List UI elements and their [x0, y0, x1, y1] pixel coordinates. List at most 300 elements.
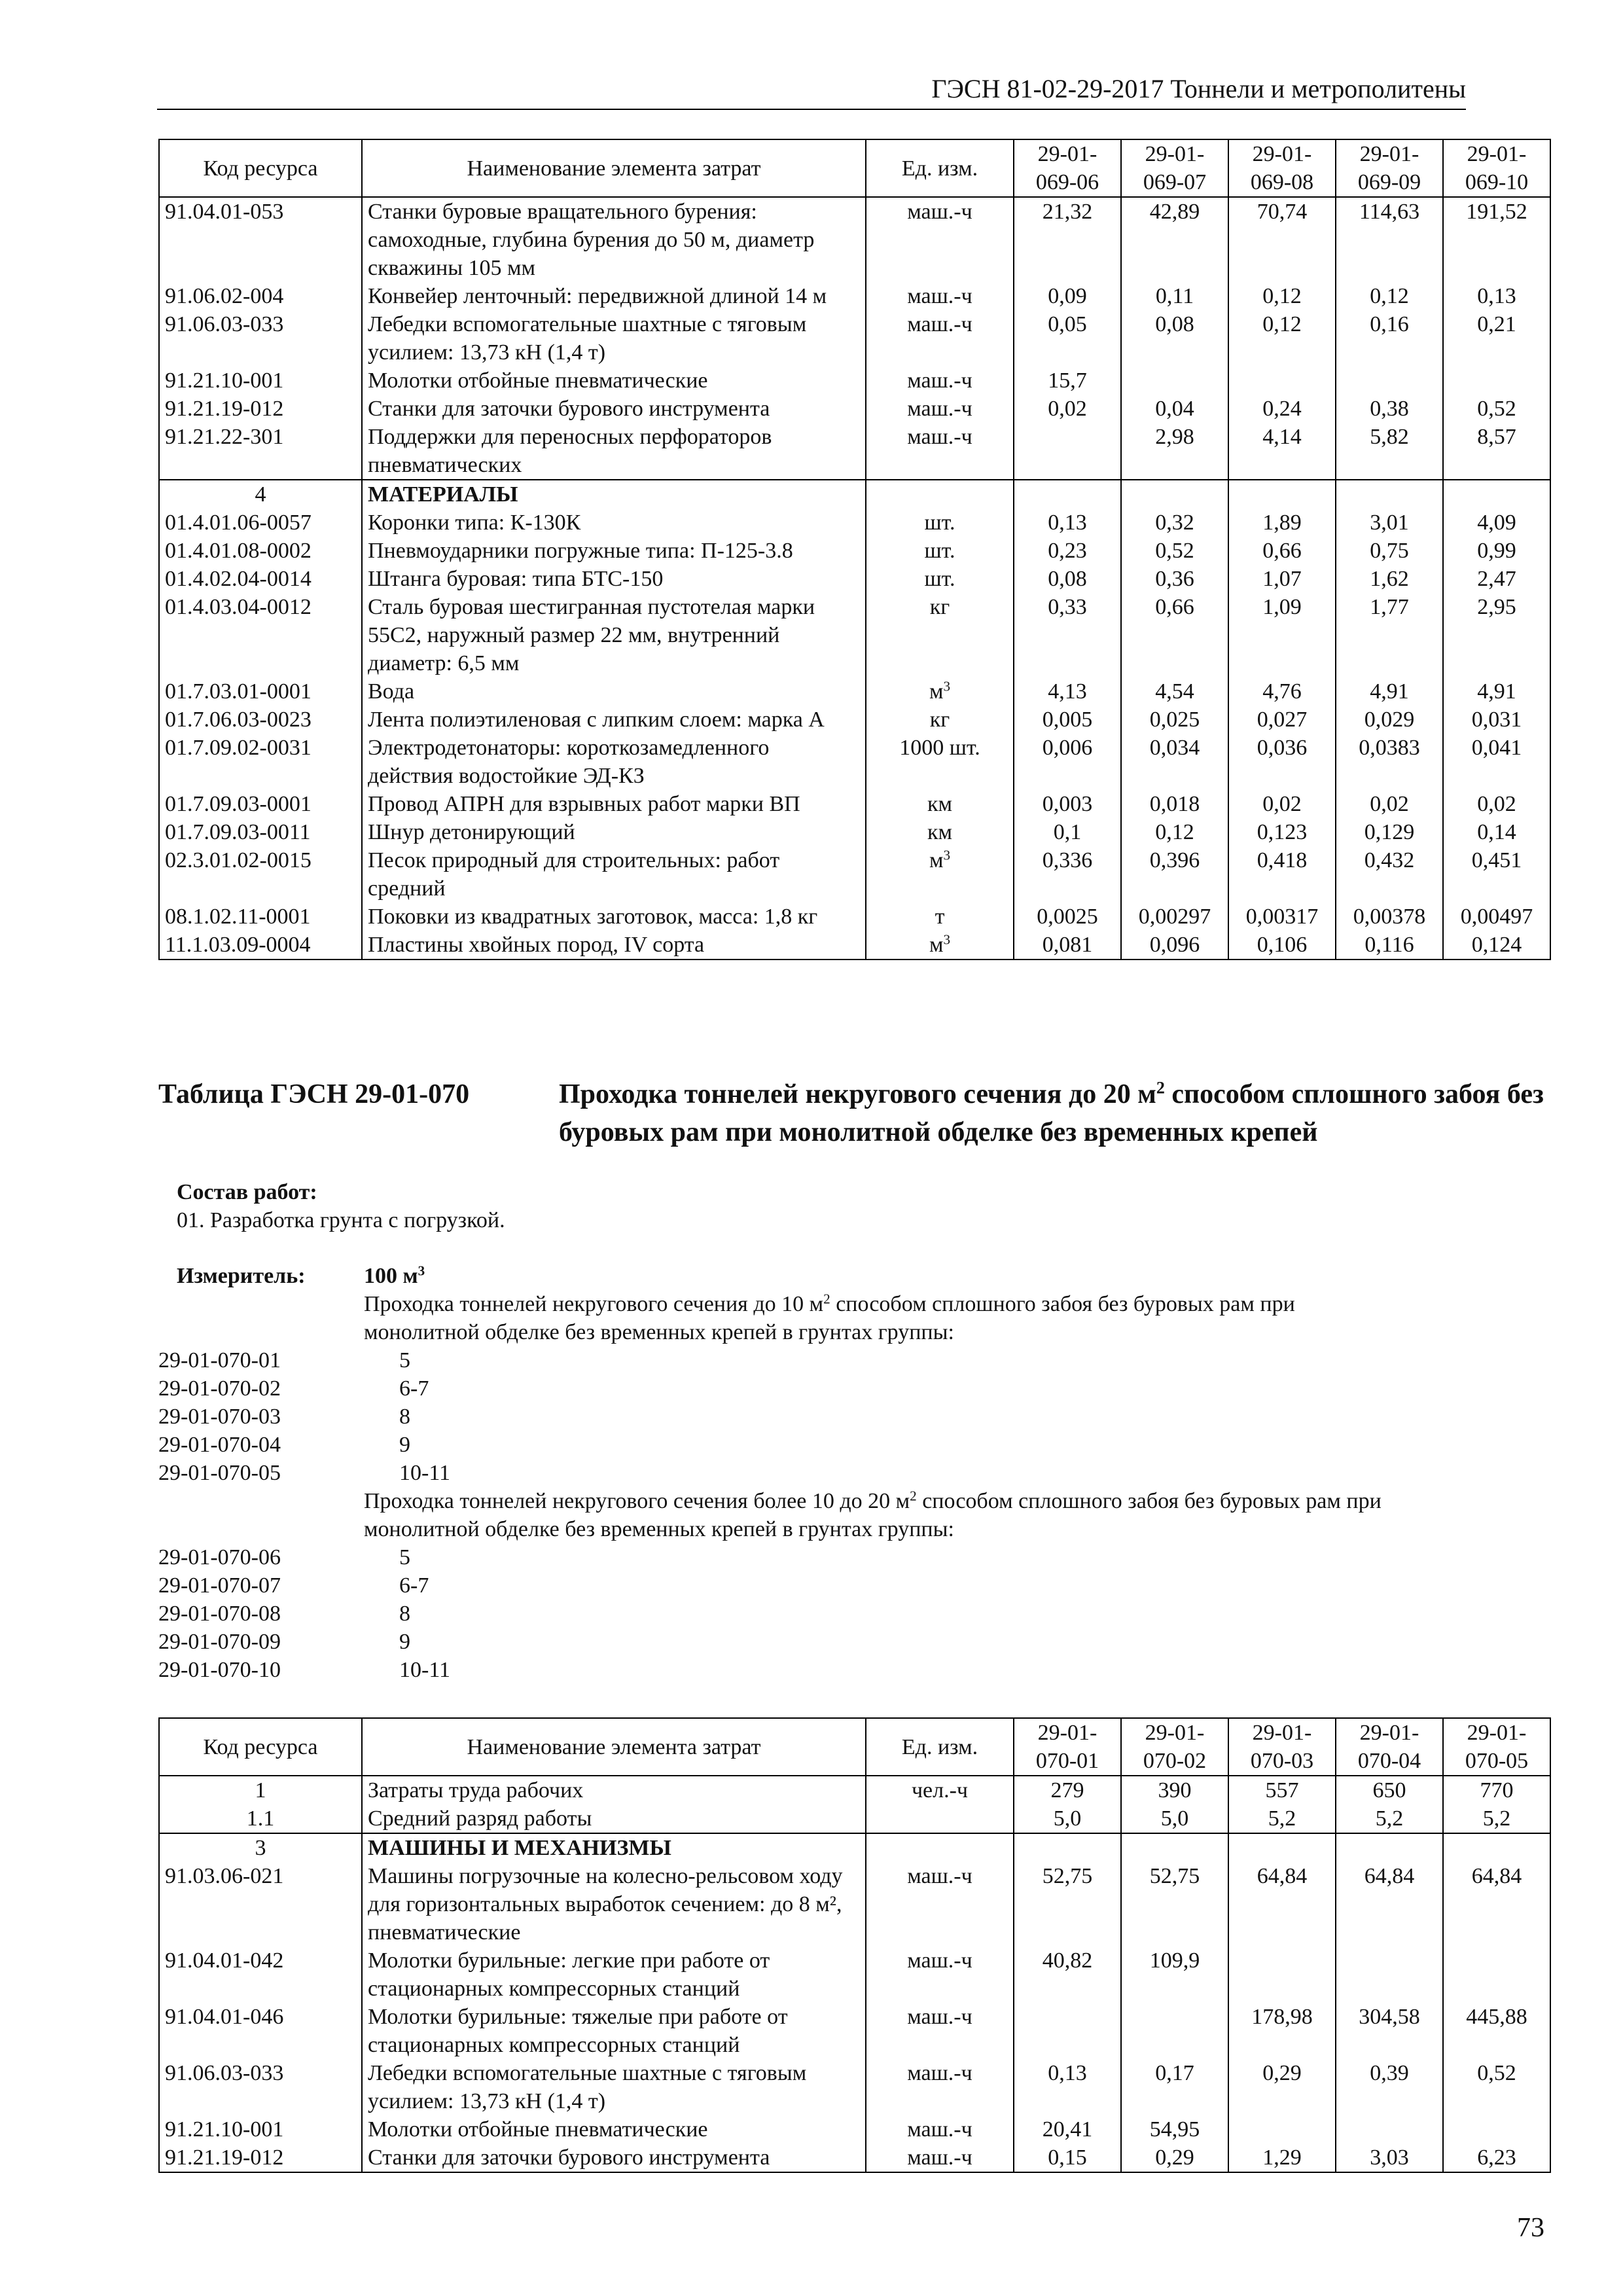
value-cell — [1336, 1833, 1443, 1862]
table-row — [159, 2144, 1550, 2172]
value-cell: 445,88 — [1443, 2003, 1550, 2059]
description-text: монолитной обделке без временных крепей в грунтах группы: — [364, 1517, 954, 1541]
value-cell: 52,75 — [1014, 1862, 1121, 1946]
value-cell: 0,12 — [1228, 310, 1336, 367]
measure-item — [158, 1628, 1552, 1656]
resource-name-cell: МАТЕРИАЛЫ — [362, 480, 866, 509]
value-cell: 0,00497 — [1443, 903, 1550, 931]
value-cell: 279 — [1014, 1776, 1121, 1804]
section-row — [159, 1833, 1550, 1862]
unit-text: маш.-ч — [907, 200, 972, 224]
unit-text: маш.-ч — [907, 397, 972, 421]
column-header: 29-01-070-02 — [1121, 1718, 1228, 1776]
soil-group: 6-7 — [399, 1573, 429, 1598]
column-header: 29-01-070-01 — [1014, 1718, 1121, 1776]
value-cell: 0,031 — [1443, 706, 1550, 734]
value-cell: 0,05 — [1014, 310, 1121, 367]
unit-cell — [866, 537, 1014, 565]
value-cell: 5,2 — [1336, 1804, 1443, 1833]
table-header-row — [159, 1718, 1550, 1776]
unit-text: 1000 шт. — [899, 736, 980, 760]
table-row — [159, 2115, 1550, 2144]
soil-group: 6-7 — [399, 1376, 429, 1401]
value-cell: 0,99 — [1443, 537, 1550, 565]
resource-name-cell: Пневмоударники погружные типа: П-125-3.8 — [362, 537, 866, 565]
table-row — [159, 537, 1550, 565]
value-cell: 114,63 — [1336, 197, 1443, 282]
unit-text: шт. — [924, 539, 955, 563]
unit-cell — [866, 310, 1014, 367]
value-cell — [1336, 1946, 1443, 2003]
unit-text: м — [929, 848, 944, 872]
value-cell: 0,0383 — [1336, 734, 1443, 790]
value-cell: 0,52 — [1443, 395, 1550, 423]
norm-code: 29-01-070-10 — [158, 1658, 281, 1682]
soil-group: 8 — [399, 1405, 410, 1429]
resource-code-cell: 91.06.03-033 — [159, 310, 362, 367]
unit-cell — [866, 931, 1014, 960]
value-cell: 0,003 — [1014, 790, 1121, 818]
value-cell: 42,89 — [1121, 197, 1228, 282]
table-row — [159, 1946, 1550, 2003]
resource-name-cell: Станки для заточки бурового инструмента — [362, 395, 866, 423]
measure-item — [158, 1403, 1552, 1431]
value-cell: 64,84 — [1228, 1862, 1336, 1946]
value-cell: 0,116 — [1336, 931, 1443, 960]
resource-name-cell: Машины погрузочные на колесно-рельсовом ходу для горизонтальных выработок сечением: до 8 м², пневматические — [362, 1862, 866, 1946]
resource-name-cell: Лебедки вспомогательные шахтные с тяговым усилием: 13,73 кН (1,4 т) — [362, 2059, 866, 2115]
unit-cell — [866, 706, 1014, 734]
value-cell: 5,82 — [1336, 423, 1443, 480]
value-cell: 4,91 — [1443, 677, 1550, 706]
unit-text: чел.-ч — [911, 1778, 969, 1803]
norm-code: 29-01-070-02 — [158, 1376, 281, 1401]
resource-name-cell: Молотки бурильные: тяжелые при работе от стационарных компрессорных станций — [362, 2003, 866, 2059]
value-cell: 0,39 — [1336, 2059, 1443, 2115]
resource-code-cell: 11.1.03.09-0004 — [159, 931, 362, 960]
value-cell: 1,62 — [1336, 565, 1443, 593]
table-row — [159, 197, 1550, 282]
value-cell — [1014, 1833, 1121, 1862]
value-cell: 0,17 — [1121, 2059, 1228, 2115]
resource-name-cell: Шнур детонирующий — [362, 818, 866, 846]
unit-cell — [866, 2144, 1014, 2172]
resource-code-cell: 91.21.22-301 — [159, 423, 362, 480]
value-cell: 0,029 — [1336, 706, 1443, 734]
table-row — [159, 423, 1550, 480]
table-row — [159, 395, 1550, 423]
column-header: 29-01-070-04 — [1336, 1718, 1443, 1776]
value-cell — [1121, 2003, 1228, 2059]
value-cell: 0,13 — [1014, 2059, 1121, 2115]
unit-cell — [866, 282, 1014, 310]
value-cell: 64,84 — [1443, 1862, 1550, 1946]
value-cell: 191,52 — [1443, 197, 1550, 282]
resource-code-cell: 01.4.01.08-0002 — [159, 537, 362, 565]
value-cell: 4,09 — [1443, 509, 1550, 537]
value-cell: 0,21 — [1443, 310, 1550, 367]
measure-description — [158, 1290, 1552, 1318]
resource-name-cell: Штанга буровая: типа БТС-150 — [362, 565, 866, 593]
unit-cell — [866, 2115, 1014, 2144]
unit-cell — [866, 1804, 1014, 1833]
table-row — [159, 593, 1550, 677]
value-cell: 0,124 — [1443, 931, 1550, 960]
value-cell: 21,32 — [1014, 197, 1121, 282]
soil-group: 5 — [399, 1348, 410, 1372]
value-cell: 15,7 — [1014, 367, 1121, 395]
value-cell: 0,02 — [1228, 790, 1336, 818]
value-cell: 0,129 — [1336, 818, 1443, 846]
value-cell: 0,38 — [1336, 395, 1443, 423]
unit-text: км — [927, 820, 953, 844]
column-header: 29-01-069-10 — [1443, 139, 1550, 197]
value-cell: 0,08 — [1121, 310, 1228, 367]
value-cell: 5,2 — [1443, 1804, 1550, 1833]
value-cell: 0,025 — [1121, 706, 1228, 734]
measure-label: Измеритель: — [177, 1264, 306, 1288]
value-cell: 109,9 — [1121, 1946, 1228, 2003]
section-row — [159, 480, 1550, 509]
resource-table-070 — [158, 1717, 1551, 2173]
unit-text: м — [929, 679, 944, 704]
value-cell — [1443, 480, 1550, 509]
value-cell: 770 — [1443, 1776, 1550, 1804]
value-cell: 0,034 — [1121, 734, 1228, 790]
column-header: 29-01-069-07 — [1121, 139, 1228, 197]
value-cell — [1228, 1833, 1336, 1862]
measure-item — [158, 1459, 1552, 1487]
unit-cell — [866, 509, 1014, 537]
norm-code: 29-01-070-07 — [158, 1573, 281, 1598]
unit-cell — [866, 2003, 1014, 2059]
value-cell: 1,77 — [1336, 593, 1443, 677]
resource-code-cell: 01.4.03.04-0012 — [159, 593, 362, 677]
unit-cell — [866, 2059, 1014, 2115]
unit-text: маш.-ч — [907, 312, 972, 336]
resource-name-cell: Провод АПРН для взрывных работ марки ВП — [362, 790, 866, 818]
value-cell: 1,07 — [1228, 565, 1336, 593]
resource-name-cell: Вода — [362, 677, 866, 706]
value-cell: 304,58 — [1336, 2003, 1443, 2059]
value-cell — [1228, 367, 1336, 395]
running-header: ГЭСН 81-02-29-2017 Тоннели и метрополитены — [157, 71, 1466, 110]
table-row — [159, 677, 1550, 706]
unit-text: км — [927, 792, 953, 816]
value-cell: 0,096 — [1121, 931, 1228, 960]
value-cell — [1121, 1833, 1228, 1862]
table-row — [159, 903, 1550, 931]
resource-code-cell: 01.4.02.04-0014 — [159, 565, 362, 593]
resource-code-cell: 01.4.01.06-0057 — [159, 509, 362, 537]
resource-code-cell: 08.1.02.11-0001 — [159, 903, 362, 931]
value-cell: 70,74 — [1228, 197, 1336, 282]
value-cell — [1014, 2003, 1121, 2059]
unit-text: шт. — [924, 567, 955, 591]
value-cell: 1,09 — [1228, 593, 1336, 677]
value-cell: 54,95 — [1121, 2115, 1228, 2144]
value-cell — [1443, 1833, 1550, 1862]
unit-cell — [866, 367, 1014, 395]
value-cell — [1336, 367, 1443, 395]
column-header: 29-01-069-06 — [1014, 139, 1121, 197]
column-header: Наименование элемента затрат — [362, 139, 866, 197]
value-cell: 0,29 — [1121, 2144, 1228, 2172]
norm-code: 29-01-070-03 — [158, 1405, 281, 1429]
value-cell: 0,081 — [1014, 931, 1121, 960]
norm-code: 29-01-070-09 — [158, 1630, 281, 1654]
unit-cell — [866, 565, 1014, 593]
resource-code-cell: 91.21.10-001 — [159, 367, 362, 395]
value-cell — [1228, 480, 1336, 509]
value-cell: 64,84 — [1336, 1862, 1443, 1946]
value-cell: 0,02 — [1443, 790, 1550, 818]
resource-name-cell: Коронки типа: К-130К — [362, 509, 866, 537]
measure-description — [158, 1318, 1552, 1346]
value-cell: 0,23 — [1014, 537, 1121, 565]
value-cell: 0,32 — [1121, 509, 1228, 537]
resource-code-cell: 1.1 — [159, 1804, 362, 1833]
measure-item — [158, 1543, 1552, 1571]
column-header: Наименование элемента затрат — [362, 1718, 866, 1776]
value-cell: 4,54 — [1121, 677, 1228, 706]
value-cell: 0,027 — [1228, 706, 1336, 734]
table-row — [159, 706, 1550, 734]
resource-code-cell: 91.03.06-021 — [159, 1862, 362, 1946]
value-cell: 0,12 — [1121, 818, 1228, 846]
value-cell: 3,01 — [1336, 509, 1443, 537]
unit-text: т — [935, 905, 945, 929]
value-cell: 0,0025 — [1014, 903, 1121, 931]
value-cell: 0,16 — [1336, 310, 1443, 367]
unit-cell — [866, 1833, 1014, 1862]
unit-cell — [866, 395, 1014, 423]
measure-description — [158, 1515, 1552, 1543]
value-cell: 52,75 — [1121, 1862, 1228, 1946]
table-row — [159, 282, 1550, 310]
resource-code-cell: 91.21.10-001 — [159, 2115, 362, 2144]
table-row — [159, 734, 1550, 790]
value-cell — [1228, 2115, 1336, 2144]
resource-name-cell: Средний разряд работы — [362, 1804, 866, 1833]
value-cell: 0,02 — [1336, 790, 1443, 818]
table-row — [159, 310, 1550, 367]
value-cell: 40,82 — [1014, 1946, 1121, 2003]
value-cell: 1,89 — [1228, 509, 1336, 537]
work-composition — [177, 1178, 505, 1234]
value-cell: 390 — [1121, 1776, 1228, 1804]
value-cell: 0,02 — [1014, 395, 1121, 423]
column-header: 29-01-069-09 — [1336, 139, 1443, 197]
value-cell: 0,11 — [1121, 282, 1228, 310]
value-cell: 2,98 — [1121, 423, 1228, 480]
value-cell: 0,041 — [1443, 734, 1550, 790]
unit-cell — [866, 1776, 1014, 1804]
unit-cell — [866, 1862, 1014, 1946]
value-cell: 5,2 — [1228, 1804, 1336, 1833]
page-number: 73 — [1517, 2213, 1544, 2243]
resource-code-cell: 91.04.01-042 — [159, 1946, 362, 2003]
unit-superscript: 3 — [943, 847, 951, 863]
resource-code-cell: 3 — [159, 1833, 362, 1862]
column-header: Код ресурса — [159, 139, 362, 197]
value-cell: 8,57 — [1443, 423, 1550, 480]
table-row — [159, 509, 1550, 537]
column-header: 29-01-070-03 — [1228, 1718, 1336, 1776]
column-header: 29-01-069-08 — [1228, 139, 1336, 197]
unit-text: маш.-ч — [907, 2061, 972, 2085]
value-cell: 0,24 — [1228, 395, 1336, 423]
value-cell: 0,13 — [1014, 509, 1121, 537]
value-cell: 0,123 — [1228, 818, 1336, 846]
soil-group: 9 — [399, 1433, 410, 1457]
value-cell — [1228, 1946, 1336, 2003]
measure-item — [158, 1431, 1552, 1459]
value-cell — [1443, 2115, 1550, 2144]
unit-text: м — [929, 933, 944, 957]
value-cell: 4,91 — [1336, 677, 1443, 706]
unit-text: маш.-ч — [907, 2145, 972, 2170]
measure-item — [158, 1600, 1552, 1628]
resource-code-cell: 01.7.09.03-0011 — [159, 818, 362, 846]
unit-text: кг — [929, 595, 950, 619]
resource-table-069 — [158, 139, 1551, 960]
resource-name-cell: Молотки бурильные: легкие при работе от стационарных компрессорных станций — [362, 1946, 866, 2003]
value-cell — [1443, 1946, 1550, 2003]
resource-name-cell: МАШИНЫ И МЕХАНИЗМЫ — [362, 1833, 866, 1862]
resource-name-cell: Электродетонаторы: короткозамедленного действия водостойкие ЭД-КЗ — [362, 734, 866, 790]
table-row — [159, 2003, 1550, 2059]
value-cell: 0,66 — [1121, 593, 1228, 677]
soil-group: 9 — [399, 1630, 410, 1654]
value-cell: 5,0 — [1121, 1804, 1228, 1833]
value-cell — [1443, 367, 1550, 395]
measure-value: 100 $м^3$ — [364, 1263, 425, 1288]
value-cell: 0,12 — [1336, 282, 1443, 310]
unit-cell — [866, 790, 1014, 818]
value-cell: 0,33 — [1014, 593, 1121, 677]
table-row — [159, 818, 1550, 846]
value-cell — [1336, 480, 1443, 509]
value-cell: 0,036 — [1228, 734, 1336, 790]
resource-code-cell: 91.06.03-033 — [159, 2059, 362, 2115]
value-cell: 0,006 — [1014, 734, 1121, 790]
value-cell: 0,018 — [1121, 790, 1228, 818]
unit-cell — [866, 423, 1014, 480]
value-cell: 0,52 — [1121, 537, 1228, 565]
resource-name-cell: Сталь буровая шестигранная пустотелая марки 55С2, наружный размер 22 мм, внутренний диаметр: 6,5 мм — [362, 593, 866, 677]
soil-group: 5 — [399, 1545, 410, 1570]
unit-cell — [866, 734, 1014, 790]
value-cell: 4,13 — [1014, 677, 1121, 706]
value-cell: 0,1 — [1014, 818, 1121, 846]
value-cell: 0,451 — [1443, 846, 1550, 903]
column-header: 29-01-070-05 — [1443, 1718, 1550, 1776]
table-row — [159, 931, 1550, 960]
norm-code: 29-01-070-04 — [158, 1433, 281, 1457]
value-cell: 2,95 — [1443, 593, 1550, 677]
value-cell: 0,29 — [1228, 2059, 1336, 2115]
measure-lines — [158, 1290, 1552, 1684]
value-cell: 3,03 — [1336, 2144, 1443, 2172]
norm-code: 29-01-070-06 — [158, 1545, 281, 1570]
table-header-row — [159, 139, 1550, 197]
value-cell: 0,005 — [1014, 706, 1121, 734]
resource-name-cell: Пластины хвойных пород, IV сорта — [362, 931, 866, 960]
value-cell: 4,14 — [1228, 423, 1336, 480]
unit-superscript: 3 — [943, 931, 951, 948]
resource-name-cell: Лента полиэтиленовая с липким слоем: марка А — [362, 706, 866, 734]
unit-cell — [866, 818, 1014, 846]
measure-item — [158, 1346, 1552, 1374]
value-cell: 0,75 — [1336, 537, 1443, 565]
resource-code-cell: 01.7.09.02-0031 — [159, 734, 362, 790]
table-row — [159, 846, 1550, 903]
value-cell — [1121, 480, 1228, 509]
column-header: Ед. изм. — [866, 139, 1014, 197]
unit-text: маш.-ч — [907, 2117, 972, 2142]
unit-cell — [866, 593, 1014, 677]
resource-code-cell: 01.7.09.03-0001 — [159, 790, 362, 818]
resource-code-cell: 91.04.01-046 — [159, 2003, 362, 2059]
resource-name-cell: Поковки из квадратных заготовок, масса: 1,8 кг — [362, 903, 866, 931]
unit-cell — [866, 480, 1014, 509]
resource-code-cell: 91.21.19-012 — [159, 395, 362, 423]
value-cell: 178,98 — [1228, 2003, 1336, 2059]
measure-item — [158, 1374, 1552, 1403]
description-text: Проходка тоннелей некругового сечения до 10 $м^2$ способом сплошного забоя без буровых рам при — [364, 1291, 1295, 1316]
soil-group: 10-11 — [399, 1658, 451, 1682]
value-cell — [1121, 367, 1228, 395]
resource-name-cell: Станки буровые вращательного бурения: самоходные, глубина бурения до 50 м, диаметр скважины 105 мм — [362, 197, 866, 282]
work-heading: Состав работ: — [177, 1180, 317, 1204]
value-cell: 0,15 — [1014, 2144, 1121, 2172]
value-cell: 0,418 — [1228, 846, 1336, 903]
value-cell — [1014, 423, 1121, 480]
resource-code-cell: 91.04.01-053 — [159, 197, 362, 282]
unit-text: шт. — [924, 511, 955, 535]
unit-text: маш.-ч — [907, 425, 972, 449]
resource-code-cell: 02.3.01.02-0015 — [159, 846, 362, 903]
value-cell: 20,41 — [1014, 2115, 1121, 2144]
resource-name-cell: Молотки отбойные пневматические — [362, 2115, 866, 2144]
value-cell: 0,13 — [1443, 282, 1550, 310]
resource-name-cell: Затраты труда рабочих — [362, 1776, 866, 1804]
value-cell: 0,12 — [1228, 282, 1336, 310]
resource-code-cell: 91.06.02-004 — [159, 282, 362, 310]
table-row — [159, 2059, 1550, 2115]
table-label: Таблица ГЭСН 29-01-070 — [158, 1079, 470, 1109]
resource-code-cell: 1 — [159, 1776, 362, 1804]
value-cell: 0,09 — [1014, 282, 1121, 310]
value-cell: 557 — [1228, 1776, 1336, 1804]
value-cell: 2,47 — [1443, 565, 1550, 593]
resource-code-cell: 01.7.06.03-0023 — [159, 706, 362, 734]
resource-name-cell: Станки для заточки бурового инструмента — [362, 2144, 866, 2172]
unit-superscript: 3 — [943, 678, 951, 694]
value-cell: 6,23 — [1443, 2144, 1550, 2172]
measure-description — [158, 1487, 1552, 1515]
norm-code: 29-01-070-05 — [158, 1461, 281, 1485]
value-cell: 1,29 — [1228, 2144, 1336, 2172]
value-cell: 650 — [1336, 1776, 1443, 1804]
unit-cell — [866, 846, 1014, 903]
resource-code-cell: 01.7.03.01-0001 — [159, 677, 362, 706]
unit-cell — [866, 197, 1014, 282]
column-header: Ед. изм. — [866, 1718, 1014, 1776]
resource-name-cell: Поддержки для переносных перфораторов пневматических — [362, 423, 866, 480]
resource-name-cell: Молотки отбойные пневматические — [362, 367, 866, 395]
